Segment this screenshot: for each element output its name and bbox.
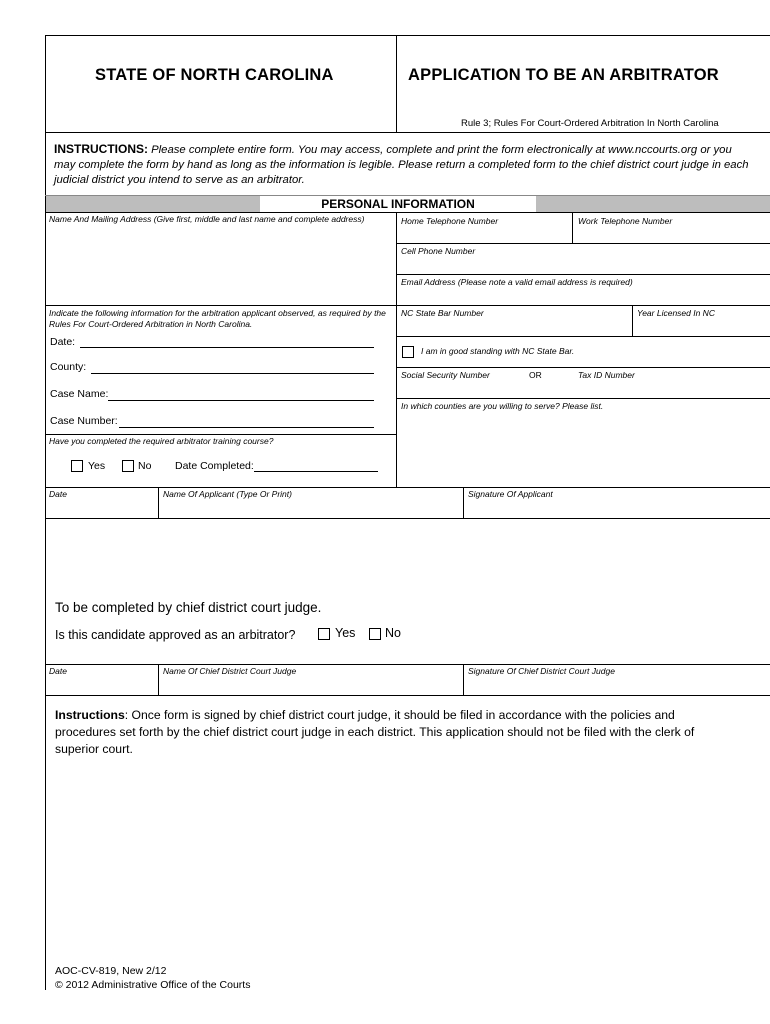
tax-id-label: Tax ID Number bbox=[578, 370, 635, 380]
judge-date-field[interactable] bbox=[46, 678, 157, 695]
header-bottom-line bbox=[45, 132, 770, 133]
state-title: STATE OF NORTH CAROLINA bbox=[95, 66, 334, 84]
standing-bottom-line bbox=[396, 367, 770, 368]
judge-name-label: Name Of Chief District Court Judge bbox=[163, 666, 297, 676]
judge-question: Is this candidate approved as an arbitrator? bbox=[55, 628, 296, 642]
applicant-sig-top-line bbox=[45, 487, 770, 488]
approved-yes-label: Yes bbox=[335, 626, 356, 640]
final-instructions-text: : Once form is signed by chief district court judge, it should be filed in accordance with the policies and procedures set forth by the chief district court judge in each district. This application should not be filed with the clerk of superior court. bbox=[55, 708, 695, 756]
home-phone-label: Home Telephone Number bbox=[401, 216, 499, 226]
applicant-signature-field[interactable] bbox=[464, 501, 769, 518]
observed-note: Indicate the following information for the arbitration applicant observed, as required by the Rules For Court-Ordered Arbitration in North Carolina. bbox=[49, 308, 386, 329]
training-yes-label: Yes bbox=[88, 460, 106, 472]
work-phone-field[interactable] bbox=[573, 228, 769, 242]
instructions-text: Please complete entire form. You may access, complete and print the form electronically at www.nccourts.org or you may complete the form by hand as long as the information is legible. Please return a completed form to the chief district court judge in each judicial district you intend to serve as an arbitrator. bbox=[54, 144, 749, 186]
date-label: Date: bbox=[50, 336, 76, 348]
date-completed-label: Date Completed: bbox=[175, 460, 254, 472]
rule-reference: Rule 3; Rules For Court-Ordered Arbitration In North Carolina bbox=[461, 118, 719, 129]
year-licensed-label: Year Licensed In NC bbox=[637, 308, 715, 318]
applicant-date-field[interactable] bbox=[46, 501, 157, 518]
personal-heading: PERSONAL INFORMATION bbox=[321, 197, 475, 211]
approved-yes-checkbox[interactable] bbox=[318, 628, 330, 640]
email-label: Email Address (Please note a valid email address is required) bbox=[401, 277, 633, 287]
cell-phone-field[interactable] bbox=[397, 258, 769, 273]
training-question: Have you completed the required arbitrator training course? bbox=[49, 436, 274, 446]
form-id: AOC-CV-819, New 2/12 bbox=[55, 965, 167, 977]
work-phone-label: Work Telephone Number bbox=[578, 216, 673, 226]
applicant-name-label: Name Of Applicant (Type Or Print) bbox=[163, 489, 292, 499]
good-standing-checkbox[interactable] bbox=[402, 346, 414, 358]
form-title: APPLICATION TO BE AN ARBITRATOR bbox=[408, 66, 719, 84]
approved-no-label: No bbox=[385, 626, 401, 640]
applicant-name-field[interactable] bbox=[159, 501, 462, 518]
ssn-label: Social Security Number bbox=[401, 370, 490, 380]
applicant-sig-bottom-line bbox=[45, 518, 770, 519]
instructions-label: INSTRUCTIONS: bbox=[54, 142, 148, 156]
good-standing-label: I am in good standing with NC State Bar. bbox=[421, 346, 575, 356]
home-phone-field[interactable] bbox=[397, 228, 571, 242]
cell-bottom-line bbox=[396, 274, 770, 275]
date-completed-underline[interactable] bbox=[254, 471, 378, 472]
judge-signature-field[interactable] bbox=[464, 678, 769, 695]
county-underline[interactable] bbox=[91, 373, 374, 374]
county-label: County: bbox=[50, 361, 87, 373]
instructions-block bbox=[54, 142, 754, 188]
applicant-date-label: Date bbox=[49, 489, 67, 499]
ssn-taxid-field[interactable] bbox=[397, 382, 769, 397]
counties-field[interactable] bbox=[397, 413, 769, 486]
heading-shade-right bbox=[536, 196, 770, 212]
training-no-label: No bbox=[138, 460, 152, 472]
form-border-top bbox=[45, 35, 770, 36]
training-no-checkbox[interactable] bbox=[122, 460, 134, 472]
heading-bottom-line bbox=[45, 212, 770, 213]
judge-name-field[interactable] bbox=[159, 678, 462, 695]
email-field[interactable] bbox=[397, 289, 769, 304]
name-address-field[interactable] bbox=[46, 226, 395, 304]
section-line-305 bbox=[45, 305, 770, 306]
cell-phone-label: Cell Phone Number bbox=[401, 246, 476, 256]
applicant-signature-label: Signature Of Applicant bbox=[468, 489, 553, 499]
final-instructions bbox=[55, 707, 730, 758]
training-top-line bbox=[45, 434, 396, 435]
ssn-bottom-line bbox=[396, 398, 770, 399]
or-label: OR bbox=[529, 370, 542, 380]
judge-signature-label: Signature Of Chief District Court Judge bbox=[468, 666, 615, 676]
judge-sig-top-line bbox=[45, 664, 770, 665]
phone-bottom-line bbox=[396, 243, 770, 244]
heading-shade-left bbox=[46, 196, 260, 212]
date-underline[interactable] bbox=[80, 347, 374, 348]
counties-label: In which counties are you willing to serve? Please list. bbox=[401, 401, 604, 411]
bar-number-label: NC State Bar Number bbox=[401, 308, 484, 318]
judge-date-label: Date bbox=[49, 666, 67, 676]
copyright: © 2012 Administrative Office of the Courts bbox=[55, 979, 251, 991]
final-instructions-label: Instructions bbox=[55, 708, 125, 722]
case-name-underline[interactable] bbox=[108, 400, 374, 401]
case-number-underline[interactable] bbox=[119, 427, 374, 428]
case-number-label: Case Number: bbox=[50, 415, 118, 427]
bar-number-field[interactable] bbox=[397, 320, 631, 335]
name-address-label: Name And Mailing Address (Give first, middle and last name and complete address) bbox=[49, 214, 365, 224]
training-yes-checkbox[interactable] bbox=[71, 460, 83, 472]
case-name-label: Case Name: bbox=[50, 388, 109, 400]
judge-sig-bottom-line bbox=[45, 695, 770, 696]
year-licensed-field[interactable] bbox=[633, 320, 769, 335]
header-divider bbox=[396, 35, 397, 132]
approved-no-checkbox[interactable] bbox=[369, 628, 381, 640]
bar-bottom-line bbox=[396, 336, 770, 337]
judge-heading: To be completed by chief district court judge. bbox=[55, 600, 322, 615]
